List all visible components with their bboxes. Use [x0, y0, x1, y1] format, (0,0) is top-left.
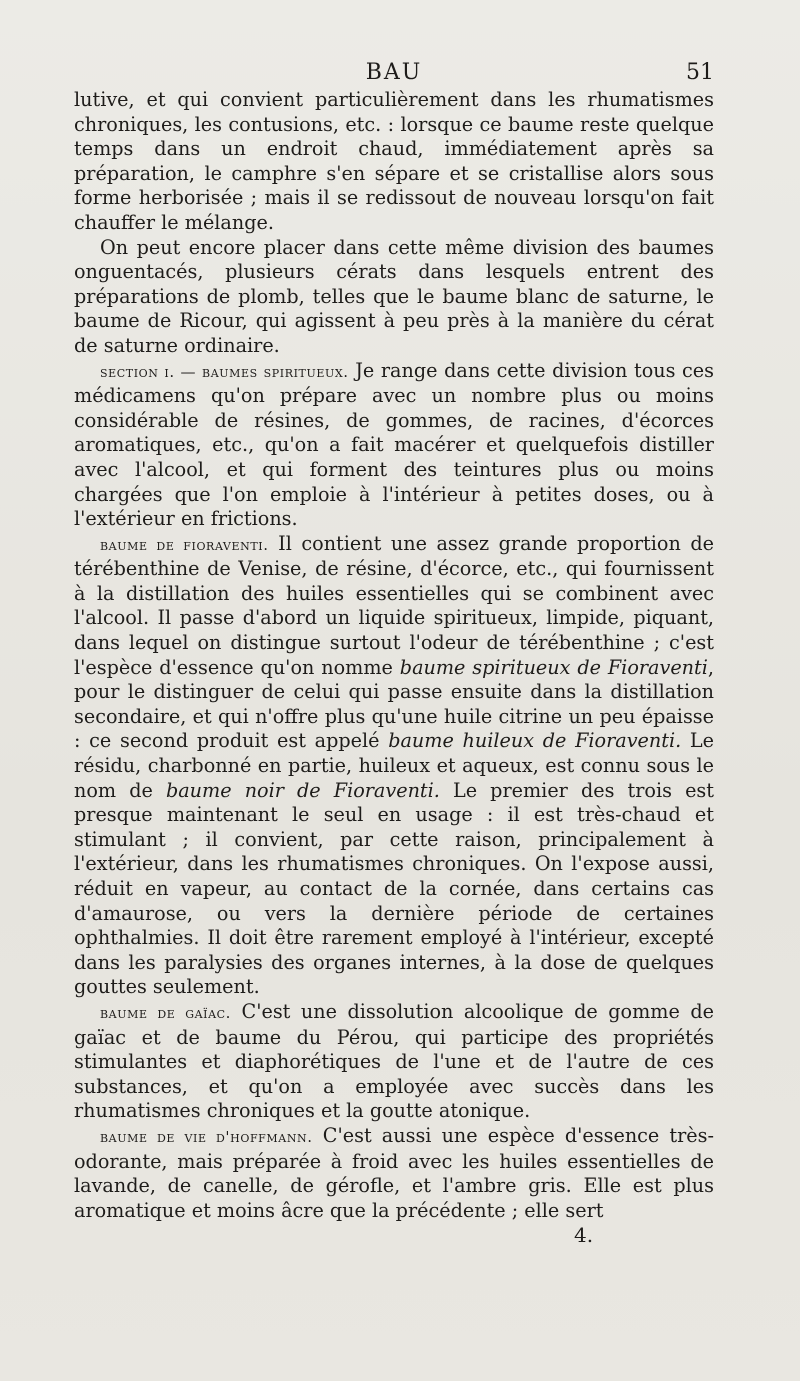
entry-heading: baume de vie d'hoffmann. [100, 1127, 313, 1146]
paragraph-text: , pour le distinguer de celui qui passe ensuite dans la distillation secondaire, et qui n'offre plus qu'une huile citrine un peu épaisse : ce second produit est appelé [74, 655, 714, 753]
paragraph-baume-de-gaiac [74, 1000, 714, 1124]
paragraph-text: Le résidu, charbonné en partie, huileux et aqueux, est connu sous le nom de [74, 729, 715, 802]
page-number: 51 [686, 60, 714, 85]
body-text [74, 88, 714, 1223]
italic-term: baume huileux de Fioraventi. [388, 729, 682, 753]
paragraph-baume-de-vie-hoffmann [74, 1124, 714, 1223]
signature-mark: 4. [574, 1223, 594, 1247]
running-title: BAU [365, 60, 423, 85]
section-heading: section i. — baumes spiritueux. [100, 362, 349, 381]
paragraph-text: Le premier des trois est presque maintenant le seul en usage : il est très-chaud et stimulant ; il convient, par cette raison, principalement à l'extérieur, dans les rhumatismes chroniques. On l'expose aussi, réduit en vapeur, au contact de la cornée, dans certains cas d'amaurose, ou vers la dernière période de certaines ophthalmies. Il doit être rarement employé à l'intérieur, excepté dans les paralysies des organes internes, à la dose de quelques gouttes seulement. [74, 778, 714, 999]
paragraph-text: lutive, et qui convient particulièrement dans les rhumatismes chroniques, les contusions, etc. : lorsque ce baume reste quelque temps dans un endroit chaud, immédiatement après sa préparation, le camphre s'en sépare et se cristallise alors sous forme herborisée ; mais il se redissout de nouveau lorsqu'on fait chauffer le mélange. [74, 88, 714, 234]
paragraph-continuation [74, 88, 714, 236]
italic-term: baume noir de Fioraventi. [165, 778, 440, 802]
entry-heading: baume de gaïac. [100, 1003, 232, 1022]
paragraph-baume-de-fioraventi [74, 532, 714, 1000]
paragraph-text: On peut encore placer dans cette même division des baumes onguentacés, plusieurs cérats dans lesquels entrent des préparations de plomb, telles que le baume blanc de saturne, le baume de Ricour, qui agissent à peu près à la manière du cérat de saturne ordinaire. [74, 235, 714, 357]
paragraph-text: Il contient une assez grande proportion de térébenthine de Venise, de résine, d'écorce, etc., qui fournissent à la distillation des huiles essentielles qui se combinent avec l'alcool. Il passe d'abord un liquide spiritueux, limpide, piquant, dans lequel on distingue surtout l'odeur de térébenthine ; c'est l'espèce d'essence qu'on nomme [74, 531, 714, 679]
paragraph-text: C'est une dissolution alcoolique de gomme de gaïac et de baume du Pérou, qui participe des propriétés stimulantes et diaphorétiques de l'une et de l'autre de ces substances, et qu'on a employée avec succès dans les rhumatismes chroniques et la goutte atonique. [74, 999, 714, 1123]
paragraph-text: C'est aussi une espèce d'essence très-odorante, mais préparée à froid avec les huiles essentielles de lavande, de canelle, de gérofle, et l'ambre gris. Elle est plus aromatique et moins âcre que la précédente ; elle sert [74, 1123, 714, 1222]
paragraph-text: Je range dans cette division tous ces médicamens qu'on prépare avec un nombre plus ou moins considérable de résines, de gommes, de racines, d'écorces aromatiques, etc., qu'on a fait macérer et quelquefois distiller avec l'alcool, et qui forment des teintures plus ou moins chargées que l'on emploie à l'intérieur à petites doses, ou à l'extérieur en frictions. [74, 358, 714, 531]
paragraph-section-baumes-spiritueux [74, 359, 714, 532]
entry-heading: baume de fioraventi. [100, 535, 269, 554]
italic-term: baume spiritueux de Fioraventi [399, 655, 708, 679]
paragraph-baumes-onguentaces [74, 236, 714, 359]
